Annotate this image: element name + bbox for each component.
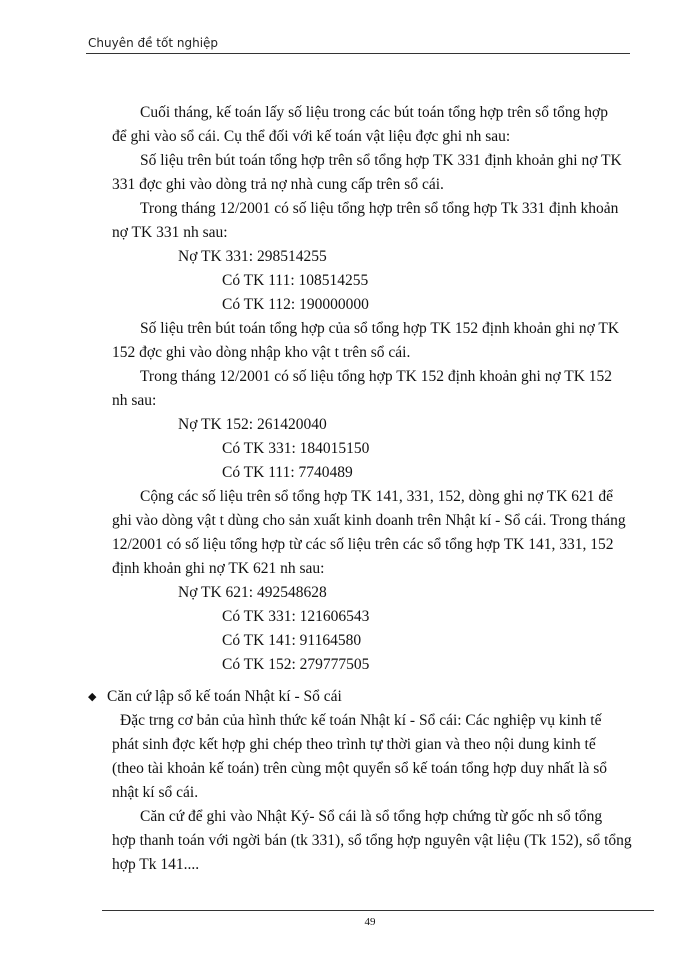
body-line: Số liệu trên bút toán tổng hợp trên sổ tổng hợp TK 331 định khoản ghi nợ TK: [140, 152, 622, 169]
header-divider: [86, 53, 630, 54]
debit-entry: Nợ TK 331: 298514255: [178, 248, 327, 265]
body-line: 331 đợc ghi vào dòng trả nợ nhà cung cấp trên sổ cái.: [112, 176, 444, 193]
body-line: ghi vào dòng vật t dùng cho sản xuất kinh doanh trên Nhật kí - Sổ cái. Trong tháng: [112, 512, 626, 529]
credit-entry: Có TK 331: 184015150: [222, 440, 370, 457]
diamond-bullet-icon: ◆: [88, 691, 97, 703]
body-line: phát sinh đợc kết hợp ghi chép theo trình tự thời gian và theo nội dung kinh tế: [112, 736, 596, 753]
body-line: nh sau:: [112, 392, 157, 409]
debit-entry: Nợ TK 152: 261420040: [178, 416, 327, 433]
body-line: Căn cứ để ghi vào Nhật Ký- Sổ cái là sổ tổng hợp chứng từ gốc nh sổ tổng: [140, 808, 603, 825]
body-line: hợp Tk 141....: [112, 856, 200, 873]
body-line: nhật kí sổ cái.: [112, 784, 199, 801]
body-line: Trong tháng 12/2001 có số liệu tổng hợp trên sổ tổng hợp Tk 331 định khoản: [140, 200, 619, 217]
body-line: hợp thanh toán với ngời bán (tk 331), sổ tổng hợp nguyên vật liệu (Tk 152), sổ tổng: [112, 832, 632, 849]
section-heading: Căn cứ lập sổ kế toán Nhật kí - Sổ cái: [107, 688, 342, 705]
body-line: Đặc trng cơ bản của hình thức kế toán Nhật kí - Sổ cái: Các nghiệp vụ kinh tế: [120, 712, 602, 729]
credit-entry: Có TK 141: 91164580: [222, 632, 362, 649]
page-header: Chuyên đề tốt nghiệp: [88, 36, 219, 50]
debit-entry: Nợ TK 621: 492548628: [178, 584, 327, 601]
page-number: 49: [364, 916, 376, 928]
credit-entry: Có TK 111: 7740489: [222, 464, 353, 481]
body-line: để ghi vào sổ cái. Cụ thể đối với kế toán vật liệu đợc ghi nh sau:: [112, 128, 511, 145]
body-line: định khoản ghi nợ TK 621 nh sau:: [112, 560, 325, 577]
body-line: Cộng các số liệu trên sổ tổng hợp TK 141, 331, 152, dòng ghi nợ TK 621 để: [140, 488, 614, 505]
body-line: nợ TK 331 nh sau:: [112, 224, 228, 241]
credit-entry: Có TK 331: 121606543: [222, 608, 370, 625]
credit-entry: Có TK 152: 279777505: [222, 656, 370, 673]
body-line: Số liệu trên bút toán tổng hợp của sổ tổng hợp TK 152 định khoản ghi nợ TK: [140, 320, 620, 337]
body-line: Cuối tháng, kế toán lấy số liệu trong các bút toán tổng hợp trên sổ tổng hợp: [140, 104, 608, 121]
body-line: Trong tháng 12/2001 có số liệu tổng hợp TK 152 định khoản ghi nợ TK 152: [140, 368, 613, 385]
body-line: 152 đợc ghi vào dòng nhập kho vật t trên sổ cái.: [112, 344, 411, 361]
credit-entry: Có TK 112: 190000000: [222, 296, 369, 313]
credit-entry: Có TK 111: 108514255: [222, 272, 369, 289]
body-line: (theo tài khoản kế toán) trên cùng một quyển sổ kế toán tổng hợp duy nhất là sổ: [112, 760, 608, 777]
body-line: 12/2001 có số liệu tổng hợp từ các số liệu trên các sổ tổng hợp TK 141, 331, 152: [112, 536, 614, 553]
footer-divider: [102, 910, 654, 911]
